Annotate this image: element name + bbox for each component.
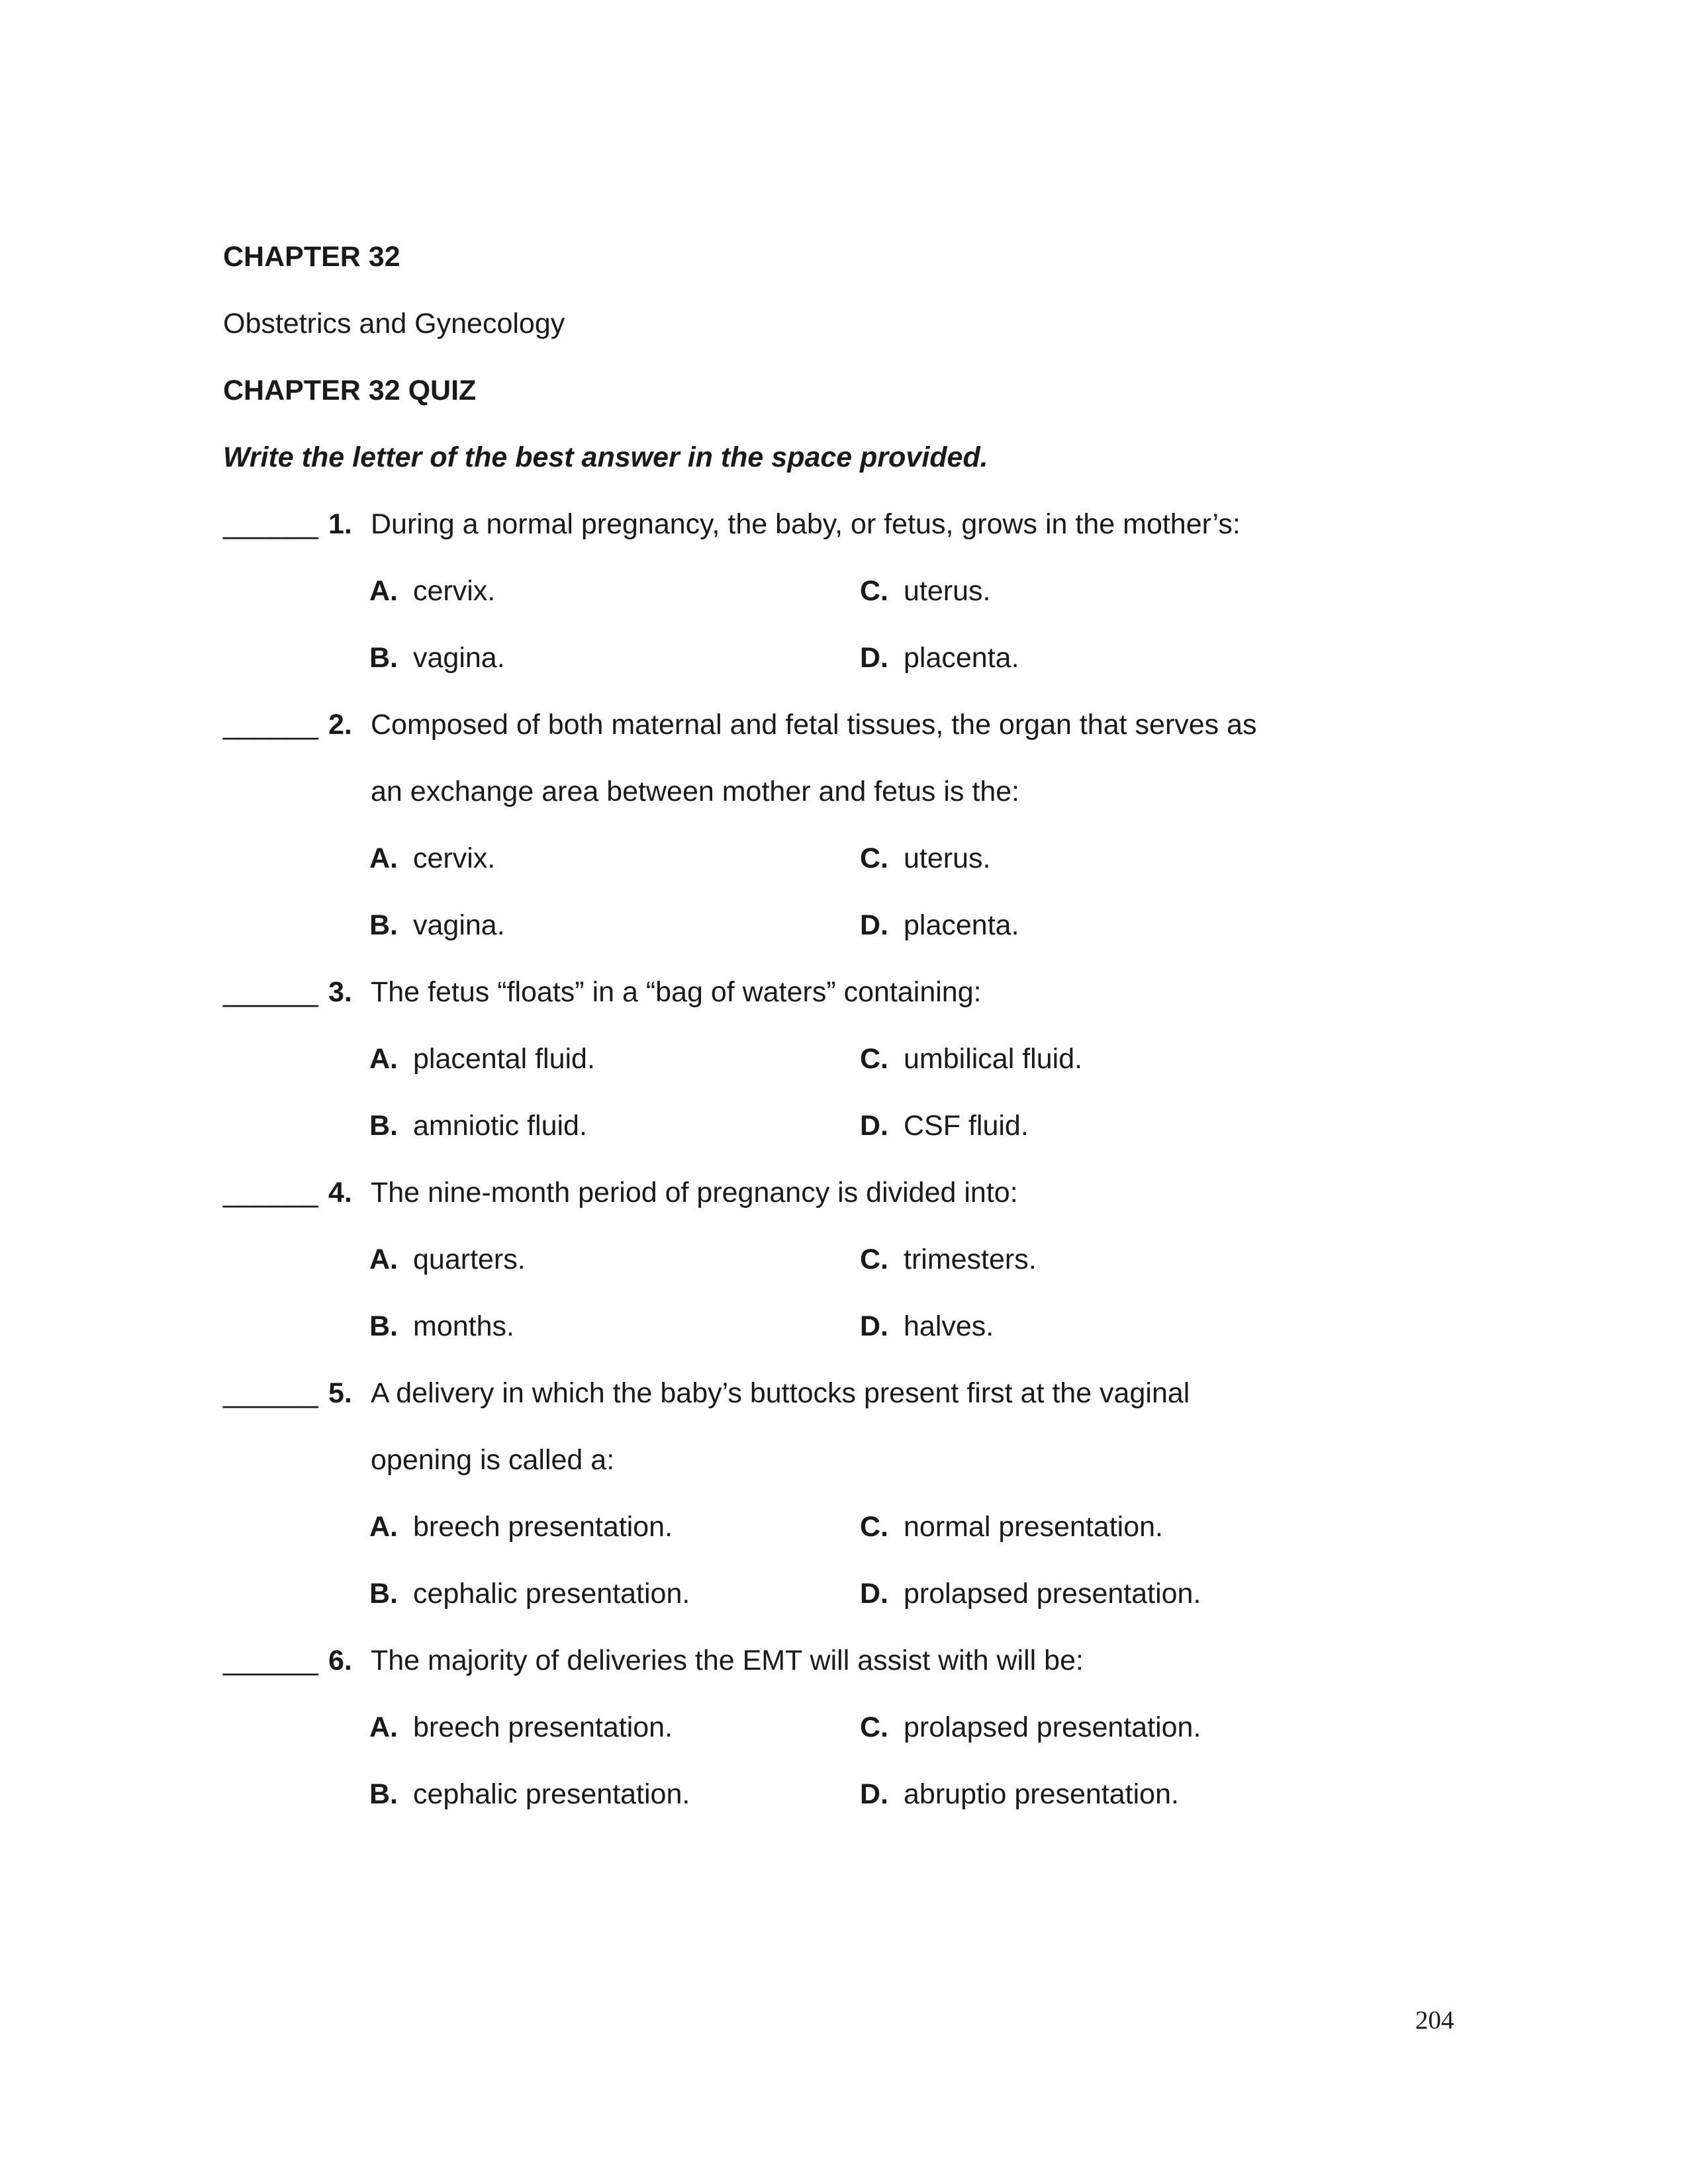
- option-letter: D.: [860, 1578, 888, 1610]
- question-1: [223, 491, 1481, 692]
- option-c: [860, 1026, 1082, 1093]
- options-row: [223, 892, 1481, 959]
- quiz-heading: CHAPTER 32 QUIZ: [223, 375, 477, 406]
- option-letter: A.: [369, 1511, 398, 1543]
- option-text: abruptio presentation.: [904, 1778, 1179, 1810]
- option-text: uterus.: [904, 842, 991, 874]
- question-6: [223, 1627, 1481, 1828]
- options-row: [223, 1026, 1481, 1093]
- options-row: [223, 1694, 1481, 1761]
- option-text: quarters.: [413, 1244, 526, 1275]
- option-letter: D.: [860, 1310, 888, 1342]
- option-text: placental fluid.: [413, 1043, 595, 1075]
- option-d: [860, 625, 1019, 692]
- question-stem: [223, 959, 1481, 1026]
- option-text: cervix.: [413, 842, 496, 874]
- option-text: vagina.: [413, 909, 505, 941]
- option-b: [369, 1093, 587, 1160]
- options-row: [223, 1226, 1481, 1293]
- question-3: [223, 959, 1481, 1160]
- chapter-title: Obstetrics and Gynecology: [223, 308, 565, 340]
- question-number: 4.: [328, 1177, 352, 1208]
- option-letter: B.: [369, 1110, 398, 1142]
- option-b: [369, 1761, 690, 1828]
- option-d: [860, 1761, 1179, 1828]
- question-stem: [223, 1627, 1481, 1694]
- option-a: [369, 1026, 595, 1093]
- option-letter: D.: [860, 909, 888, 941]
- option-letter: C.: [860, 575, 888, 607]
- option-text: cervix.: [413, 575, 496, 607]
- question-text: The majority of deliveries the EMT will assist with will be:: [371, 1645, 1084, 1676]
- question-text: Composed of both maternal and fetal tissues, the organ that serves as: [371, 709, 1257, 741]
- question-number: 3.: [328, 976, 352, 1008]
- option-a: [369, 558, 495, 625]
- option-text: CSF fluid.: [904, 1110, 1029, 1142]
- option-letter: A.: [369, 842, 398, 874]
- option-text: amniotic fluid.: [413, 1110, 587, 1142]
- option-text: trimesters.: [904, 1244, 1037, 1275]
- option-text: breech presentation.: [413, 1711, 673, 1743]
- option-d: [860, 1561, 1201, 1627]
- option-letter: B.: [369, 1310, 398, 1342]
- option-letter: B.: [369, 642, 398, 674]
- option-text: prolapsed presentation.: [904, 1711, 1201, 1743]
- options-row: [223, 825, 1481, 892]
- options-row: [223, 1561, 1481, 1627]
- option-letter: B.: [369, 1778, 398, 1810]
- question-text: During a normal pregnancy, the baby, or fetus, grows in the mother’s:: [371, 508, 1241, 540]
- question-stem: [223, 491, 1481, 558]
- question-stem: [223, 1360, 1481, 1427]
- answer-blank[interactable]: ______: [223, 1177, 318, 1208]
- question-stem: [223, 1160, 1481, 1226]
- option-letter: C.: [860, 1711, 888, 1743]
- option-text: umbilical fluid.: [904, 1043, 1083, 1075]
- question-5: [223, 1360, 1481, 1627]
- option-letter: A.: [369, 1711, 398, 1743]
- options-row: [223, 1093, 1481, 1160]
- question-2: [223, 692, 1481, 959]
- question-number: 6.: [328, 1645, 352, 1676]
- page-number: 204: [1415, 2006, 1454, 2034]
- option-text: placenta.: [904, 642, 1019, 674]
- question-number: 2.: [328, 709, 352, 741]
- question-stem-continued: [223, 1427, 1481, 1494]
- question-stem-continued: [223, 758, 1481, 825]
- option-letter: A.: [369, 575, 398, 607]
- question-text: The fetus “floats” in a “bag of waters” containing:: [371, 976, 982, 1008]
- option-text: vagina.: [413, 642, 505, 674]
- option-text: placenta.: [904, 909, 1019, 941]
- options-row: [223, 625, 1481, 692]
- option-letter: B.: [369, 909, 398, 941]
- question-text: The nine-month period of pregnancy is divided into:: [371, 1177, 1018, 1208]
- option-c: [860, 825, 990, 892]
- option-text: cephalic presentation.: [413, 1578, 690, 1610]
- option-letter: B.: [369, 1578, 398, 1610]
- question-text: an exchange area between mother and fetus is the:: [371, 776, 1020, 807]
- question-text: opening is called a:: [371, 1444, 615, 1476]
- answer-blank[interactable]: ______: [223, 709, 318, 741]
- question-number: 1.: [328, 508, 352, 540]
- option-a: [369, 1494, 673, 1561]
- quiz-content: [223, 224, 1481, 1828]
- question-number: 5.: [328, 1377, 352, 1409]
- option-c: [860, 1226, 1037, 1293]
- option-b: [369, 1561, 690, 1627]
- option-letter: D.: [860, 1110, 888, 1142]
- option-text: cephalic presentation.: [413, 1778, 690, 1810]
- option-letter: C.: [860, 1043, 888, 1075]
- question-4: [223, 1160, 1481, 1360]
- answer-blank[interactable]: ______: [223, 1377, 318, 1409]
- option-a: [369, 1694, 673, 1761]
- option-d: [860, 1293, 994, 1360]
- options-row: [223, 1494, 1481, 1561]
- answer-blank[interactable]: ______: [223, 508, 318, 540]
- quiz-instructions: Write the letter of the best answer in the space provided.: [223, 441, 988, 473]
- option-a: [369, 1226, 526, 1293]
- option-d: [860, 892, 1019, 959]
- option-text: uterus.: [904, 575, 991, 607]
- option-c: [860, 1694, 1201, 1761]
- option-b: [369, 1293, 514, 1360]
- option-letter: C.: [860, 1511, 888, 1543]
- option-letter: C.: [860, 842, 888, 874]
- options-row: [223, 1761, 1481, 1828]
- answer-blank[interactable]: ______: [223, 976, 318, 1008]
- option-letter: D.: [860, 1778, 888, 1810]
- question-text: A delivery in which the baby’s buttocks present first at the vaginal: [371, 1377, 1190, 1409]
- option-a: [369, 825, 495, 892]
- option-letter: C.: [860, 1244, 888, 1275]
- option-text: normal presentation.: [904, 1511, 1163, 1543]
- option-text: prolapsed presentation.: [904, 1578, 1201, 1610]
- option-c: [860, 558, 990, 625]
- question-stem: [223, 692, 1481, 758]
- option-text: months.: [413, 1310, 514, 1342]
- options-row: [223, 558, 1481, 625]
- option-letter: A.: [369, 1043, 398, 1075]
- chapter-heading: CHAPTER 32: [223, 241, 400, 273]
- option-d: [860, 1093, 1029, 1160]
- answer-blank[interactable]: ______: [223, 1645, 318, 1676]
- option-letter: A.: [369, 1244, 398, 1275]
- option-letter: D.: [860, 642, 888, 674]
- option-b: [369, 625, 505, 692]
- options-row: [223, 1293, 1481, 1360]
- option-text: breech presentation.: [413, 1511, 673, 1543]
- option-text: halves.: [904, 1310, 994, 1342]
- option-b: [369, 892, 505, 959]
- option-c: [860, 1494, 1163, 1561]
